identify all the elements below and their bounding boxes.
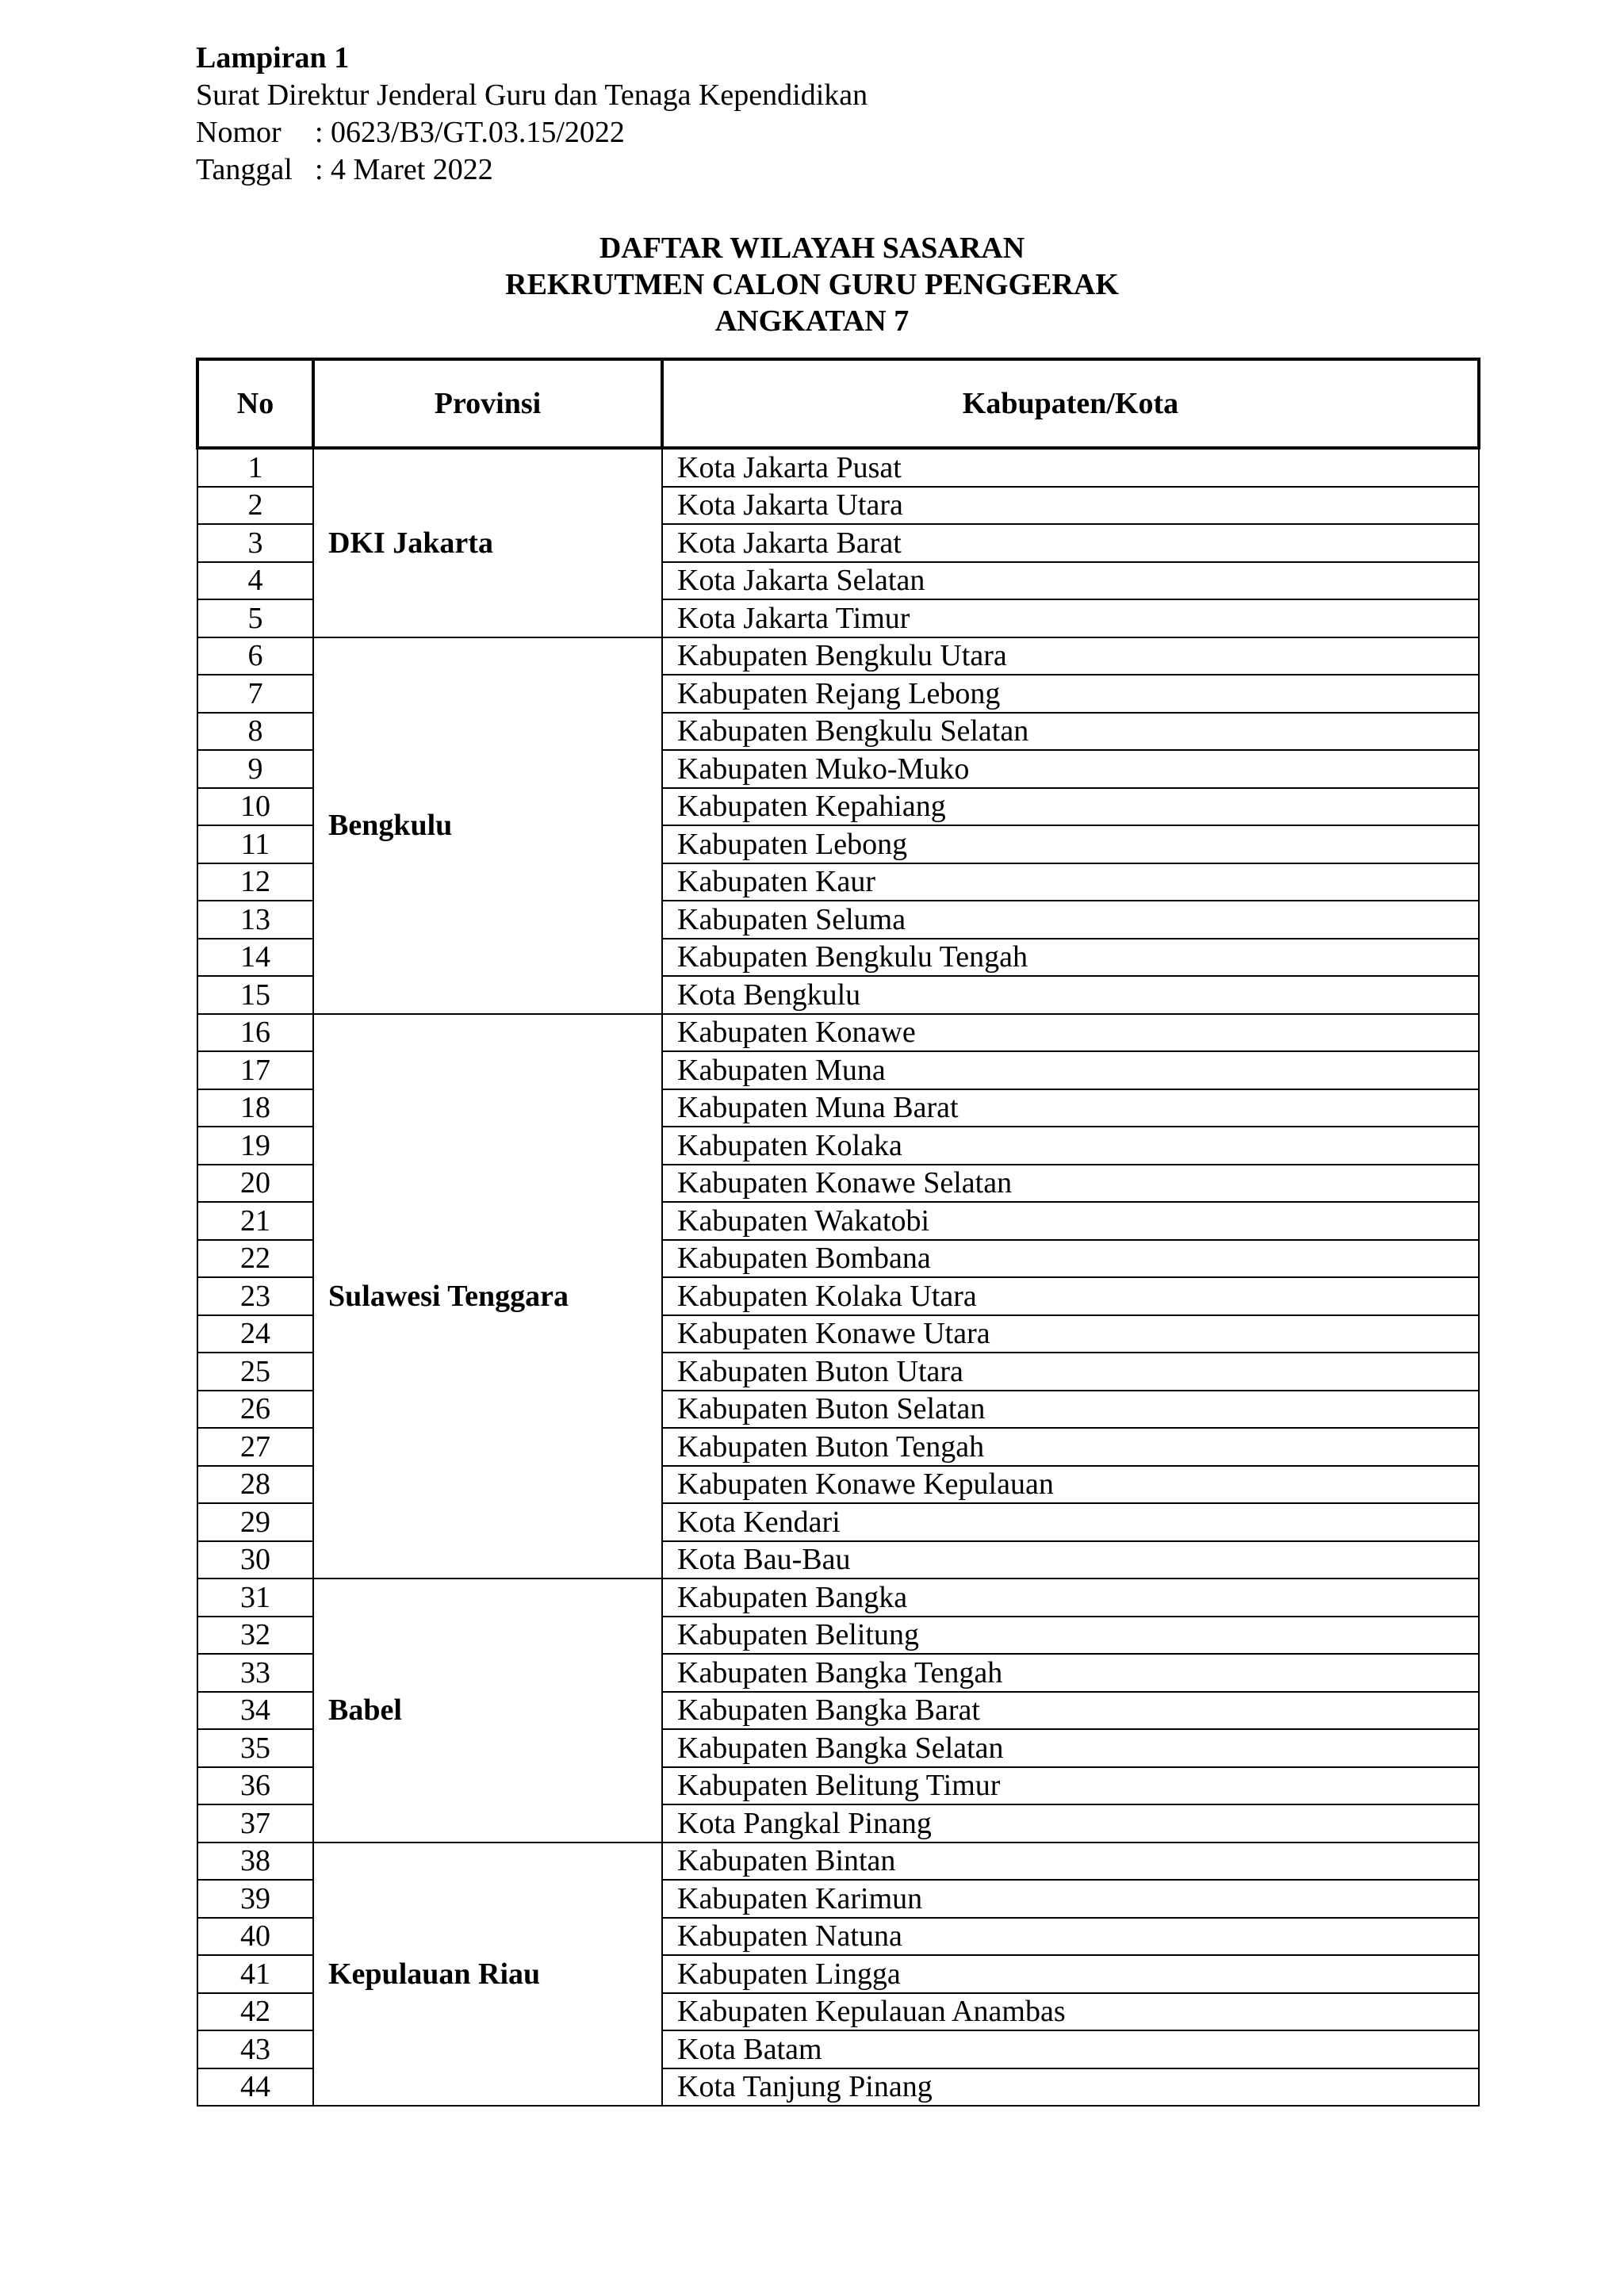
row-number: 29 [197, 1503, 313, 1541]
row-number: 13 [197, 901, 313, 939]
regency-city-name: Kabupaten Buton Selatan [662, 1391, 1479, 1429]
row-number: 27 [197, 1428, 313, 1466]
row-number: 33 [197, 1654, 313, 1692]
row-number: 6 [197, 637, 313, 675]
header-kabupaten-kota: Kabupaten/Kota [662, 359, 1479, 448]
row-number: 30 [197, 1541, 313, 1579]
row-number: 8 [197, 713, 313, 751]
header-no: No [197, 359, 313, 448]
regency-city-name: Kabupaten Karimun [662, 1880, 1479, 1918]
table-row [197, 637, 1479, 675]
row-number: 5 [197, 599, 313, 637]
regency-city-name: Kabupaten Kolaka [662, 1127, 1479, 1165]
regency-city-name: Kota Bau-Bau [662, 1541, 1479, 1579]
letter-date-label: Tanggal [196, 153, 293, 186]
regency-city-name: Kabupaten Bangka [662, 1578, 1479, 1617]
table-row [197, 1578, 1479, 1617]
row-number: 9 [197, 750, 313, 788]
letter-number-row [196, 114, 868, 151]
regency-city-name: Kabupaten Lingga [662, 1955, 1479, 1993]
row-number: 15 [197, 976, 313, 1014]
regency-city-name: Kabupaten Konawe [662, 1014, 1479, 1052]
row-number: 40 [197, 1918, 313, 1956]
province-name: Bengkulu [313, 637, 662, 1014]
regency-city-name: Kota Jakarta Pusat [662, 448, 1479, 487]
row-number: 12 [197, 863, 313, 901]
regency-city-name: Kota Bengkulu [662, 976, 1479, 1014]
heading-line-1: DAFTAR WILAYAH SASARAN [599, 232, 1025, 265]
regency-city-name: Kota Jakarta Selatan [662, 562, 1479, 600]
regency-city-name: Kabupaten Natuna [662, 1918, 1479, 1956]
row-number: 42 [197, 1993, 313, 2031]
table-body [197, 448, 1479, 2106]
header-provinsi: Provinsi [313, 359, 662, 448]
row-number: 17 [197, 1051, 313, 1089]
row-number: 1 [197, 448, 313, 487]
heading-line-3: ANGKATAN 7 [714, 304, 910, 338]
row-number: 44 [197, 2068, 313, 2107]
province-name: Sulawesi Tenggara [313, 1014, 662, 1579]
regency-city-name: Kota Batam [662, 2030, 1479, 2068]
row-number: 43 [197, 2030, 313, 2068]
regency-city-name: Kabupaten Seluma [662, 901, 1479, 939]
row-number: 36 [197, 1767, 313, 1805]
regency-city-name: Kabupaten Kepulauan Anambas [662, 1993, 1479, 2031]
row-number: 24 [197, 1315, 313, 1353]
row-number: 26 [197, 1391, 313, 1429]
province-name: Kepulauan Riau [313, 1843, 662, 2107]
document-heading [0, 230, 1624, 339]
letter-source: Surat Direktur Jenderal Guru dan Tenaga Kependidikan [196, 78, 868, 112]
regency-city-name: Kabupaten Kolaka Utara [662, 1277, 1479, 1315]
regency-city-name: Kota Jakarta Timur [662, 599, 1479, 637]
regency-city-name: Kabupaten Belitung [662, 1617, 1479, 1655]
row-number: 4 [197, 562, 313, 600]
regency-city-name: Kabupaten Bintan [662, 1843, 1479, 1881]
row-number: 22 [197, 1240, 313, 1278]
row-number: 2 [197, 487, 313, 525]
row-number: 32 [197, 1617, 313, 1655]
regency-city-name: Kabupaten Bangka Selatan [662, 1729, 1479, 1767]
regency-city-name: Kota Jakarta Utara [662, 487, 1479, 525]
regency-city-name: Kabupaten Muko-Muko [662, 750, 1479, 788]
row-number: 39 [197, 1880, 313, 1918]
heading-line-2: REKRUTMEN CALON GURU PENGGERAK [505, 268, 1119, 301]
regency-city-name: Kabupaten Bengkulu Utara [662, 637, 1479, 675]
regency-city-name: Kabupaten Buton Utara [662, 1353, 1479, 1391]
row-number: 14 [197, 939, 313, 977]
letter-date-row [196, 151, 868, 189]
row-number: 11 [197, 825, 313, 863]
regency-city-name: Kabupaten Buton Tengah [662, 1428, 1479, 1466]
regency-city-name: Kabupaten Rejang Lebong [662, 675, 1479, 713]
regency-city-name: Kabupaten Bangka Barat [662, 1692, 1479, 1730]
regency-city-name: Kabupaten Belitung Timur [662, 1767, 1479, 1805]
row-number: 18 [197, 1089, 313, 1127]
letter-number-value: : 0623/B3/GT.03.15/2022 [315, 116, 625, 149]
regency-city-name: Kabupaten Bengkulu Selatan [662, 713, 1479, 751]
table-header-row [197, 359, 1479, 448]
regency-city-name: Kabupaten Muna Barat [662, 1089, 1479, 1127]
regency-city-name: Kabupaten Bengkulu Tengah [662, 939, 1479, 977]
regency-city-name: Kabupaten Wakatobi [662, 1202, 1479, 1240]
row-number: 28 [197, 1466, 313, 1504]
row-number: 21 [197, 1202, 313, 1240]
regency-city-name: Kota Tanjung Pinang [662, 2068, 1479, 2107]
letter-number-label: Nomor [196, 116, 282, 149]
regency-city-name: Kabupaten Konawe Kepulauan [662, 1466, 1479, 1504]
regency-city-name: Kabupaten Konawe Selatan [662, 1165, 1479, 1203]
letter-header [196, 40, 868, 189]
regency-city-name: Kabupaten Kaur [662, 863, 1479, 901]
regency-city-name: Kota Kendari [662, 1503, 1479, 1541]
table-row [197, 1843, 1479, 1881]
table-row [197, 1014, 1479, 1052]
regency-city-name: Kota Jakarta Barat [662, 524, 1479, 562]
province-name: DKI Jakarta [313, 448, 662, 637]
row-number: 19 [197, 1127, 313, 1165]
row-number: 41 [197, 1955, 313, 1993]
row-number: 23 [197, 1277, 313, 1315]
regency-city-name: Kabupaten Bangka Tengah [662, 1654, 1479, 1692]
letter-date-value: : 4 Maret 2022 [315, 153, 493, 186]
table-row [197, 448, 1479, 487]
row-number: 16 [197, 1014, 313, 1052]
regency-city-name: Kabupaten Kepahiang [662, 788, 1479, 826]
regency-city-name: Kota Pangkal Pinang [662, 1804, 1479, 1843]
row-number: 20 [197, 1165, 313, 1203]
row-number: 3 [197, 524, 313, 562]
attachment-title: Lampiran 1 [196, 41, 350, 75]
province-name: Babel [313, 1578, 662, 1843]
row-number: 35 [197, 1729, 313, 1767]
row-number: 38 [197, 1843, 313, 1881]
row-number: 7 [197, 675, 313, 713]
row-number: 25 [197, 1353, 313, 1391]
region-table [196, 358, 1480, 2107]
row-number: 34 [197, 1692, 313, 1730]
row-number: 31 [197, 1578, 313, 1617]
row-number: 10 [197, 788, 313, 826]
regency-city-name: Kabupaten Muna [662, 1051, 1479, 1089]
regency-city-name: Kabupaten Lebong [662, 825, 1479, 863]
row-number: 37 [197, 1804, 313, 1843]
regency-city-name: Kabupaten Konawe Utara [662, 1315, 1479, 1353]
regency-city-name: Kabupaten Bombana [662, 1240, 1479, 1278]
